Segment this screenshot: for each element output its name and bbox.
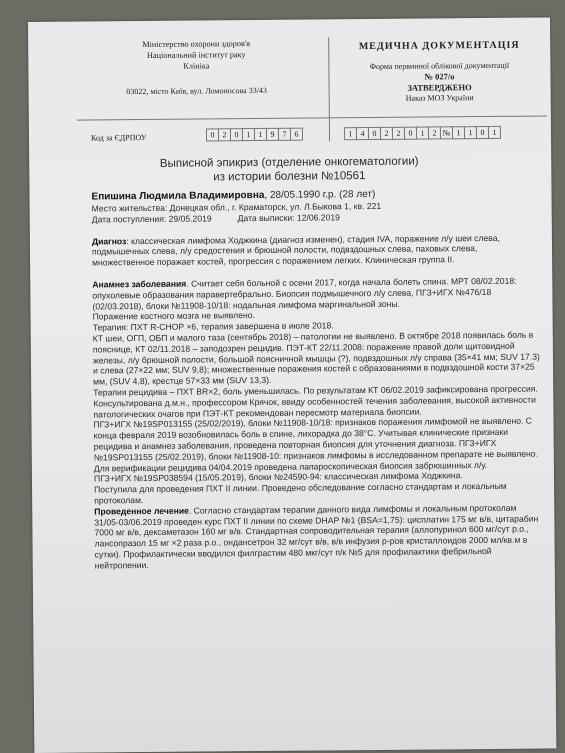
order-digit: 0 (404, 127, 417, 140)
code-digit: 1 (242, 128, 255, 141)
anamnesis-line: Терапия рецидива – ПХТ BR×2, боль уменьшилась. По результатам КТ 06/02.2019 зафиксирована прогрессия. (93, 383, 538, 398)
code-digit: 2 (218, 128, 231, 141)
anamnesis-line: ПГЗ+ИГХ №19SP038594 (15/05.2019), блоки №24590-94: классическая лимфома Ходжкина. (93, 470, 463, 484)
document-title (89, 154, 489, 185)
anamnesis-line: Поступила для проведения ПХТ II линии. Проведено обследование согласно стандартам и локальным протоколам. (94, 480, 507, 506)
clinic-name: Клініка (183, 61, 210, 71)
institute-name: Національний інститут раку (146, 50, 246, 60)
order-digit: 1 (416, 127, 429, 140)
order-digit: 2 (380, 127, 393, 140)
code-digit: 7 (278, 128, 291, 141)
document-sheet (28, 17, 556, 753)
anamnesis-paragraph (92, 276, 540, 312)
anamnesis-line: Поражение костного мозга не выявлено. (92, 310, 255, 322)
order-digit: 2 (392, 127, 405, 140)
code-digit: 1 (254, 128, 267, 141)
admission-date: Дата поступления: 29/05.2019 (91, 213, 212, 225)
approved-label: ЗАТВЕРДЖЕНО (407, 82, 472, 93)
code-digit: 9 (266, 128, 279, 141)
code-digit: 0 (230, 128, 243, 141)
order-digit: 1 (452, 126, 465, 139)
order-digit: 2 (428, 126, 441, 139)
treatment-text: . Согласно стандартам терапии данного вида лимфомы и локальным протоколам 31/05-03/06.2019 проведен курс ПХТ II линии по схеме DHAP №1 (BSA=1,75): цисплатин 175 мг в/в, цитарабин 7000 мг в/в, дексаметазон 160 мг в/в. Стандартная сопроводительная терапия (аллопуринол 600 мг/сут р.о., лансопразол 15 мг ×2 раза р.о., ондансетрон 32 мг/сут в/в, в/в инфузия р-ров кристаллоидов 2000 мл/кв.м в сутки). Профилактически вводился филграстим 480 мкг/сут п/к №5 для профилактики фебрильной нейтропении. (94, 502, 539, 571)
edrpou-code-label: Код за ЄДРПОУ (90, 132, 147, 143)
edrpou-code-boxes (207, 128, 303, 142)
form-number: № 027/о (424, 71, 455, 82)
document-body (91, 188, 542, 571)
form-header (334, 39, 545, 104)
anamnesis-line: Терапия: ПХТ R-CHOP ×6, терапия завершена в июле 2018. (92, 320, 334, 333)
order-digit: № (440, 126, 453, 139)
patient-residence: Место жительства: Донецкая обл., г. Краматорск, ул. Л.Быкова 1, кв. 221 (91, 200, 382, 214)
order-label: Наказ МОЗ України (405, 93, 474, 103)
code-digit: 6 (290, 128, 303, 141)
code-digit: 0 (206, 128, 219, 141)
treatment-paragraph (94, 502, 543, 571)
order-digit: 0 (476, 126, 489, 139)
order-digit: 1 (488, 126, 501, 139)
institution-header (86, 38, 306, 98)
document-title-line2: из истории болезни №10561 (213, 170, 366, 184)
header-divider-horizontal (77, 115, 547, 120)
diagnosis-text: : классическая лимфома Ходжкина (диагноз изменен), стадия IVA, поражение л/у шеи слева, подмышечных слева, л/у средостения и брюшной полости, подвздошных слева, паховых слева, множественное поражает костей, прогрессия с поражением легких. Клиническая группа II. (91, 232, 500, 268)
order-digit: 1 (464, 126, 477, 139)
discharge-date: Дата выписки: 12/06.2019 (237, 212, 340, 223)
anamnesis-line: ПГЗ+ИГХ №19SP013155 (25/02/2019), блоки №11908-10/18: признаков поражения лимфомой не выявлено. С конца февраля 2019 возобновилась боль в спине, лихорадка до 38°С. Учитывая клинические признаки рецидива и анамнез заболевания, проведена повторная биопсия для уточнения диагноза. ПГЗ+ИГХ №19SP013155 (25/02.2019), блоки №11908-10: признаков лимфомы в исследованном препарате не выявлено. (93, 415, 538, 463)
treatment-label: Проведенное лечение (94, 505, 189, 517)
anamnesis-line: Для верификации рецидива 04/04.2019 проведена лапароскопическая биопсия забрюшинных л/у. (93, 459, 488, 473)
anamnesis-line: КТ шеи, ОГП, ОБП и малого таза (сентябрь 2018) – патологии не выявлено. В октябре 2018 появилась боль в пояснице, КТ 02/11.2018 – заподозрен рецидив. ПЭТ-КТ 22/11.2008: поражение правой доли щитовидной железы, л/у брюшной полости, большой поясничной мышцы (?), подвздошных л/у справа (35×41 мм; SUV 17.3) и слева (27×22 мм; SUV 9,8); множественные поражения костей с образованиями в подвздошной кости 37×25 мм, (SUV 4,8), крестце 57×33 мм (SUV 13,3). (92, 329, 540, 387)
header-divider-vertical (328, 37, 330, 141)
diagnosis-paragraph (92, 232, 540, 268)
institution-address: 03022, місто Київ, вул. Ломоносова 33/43 (126, 85, 267, 97)
anamnesis-label: Анамнез заболевания (92, 278, 187, 290)
medical-documentation-title: МЕДИЧНА ДОКУМЕНТАЦІЯ (358, 39, 520, 53)
order-number-boxes (345, 126, 501, 140)
form-description: Форма первинної облікової документації (369, 60, 510, 72)
ministry-name: Міністерство охорони здоров'я (142, 39, 251, 50)
patient-dob: , 28/05.1990 г.р. (28 лет) (264, 188, 376, 201)
order-digit: 4 (356, 127, 369, 140)
order-digit: 1 (344, 127, 357, 140)
patient-name: Епишина Людмила Владимировна (91, 189, 265, 203)
diagnosis-label: Диагноз (91, 235, 127, 247)
order-digit: 0 (368, 127, 381, 140)
anamnesis-text: . Считает себя больной с осени 2017, когда начала болеть спина. МРТ 08/02.2018: опухолевые образования паравертебрально. Биопсия подмышечного л/у слева, ПГЗ+ИГХ №476/18 (02/03.2018), блоки №11908-10/18: нодальная лимфома маргинальной зоны. (92, 275, 517, 312)
document-title-line1: Выписной эпикриз (отделение онкогематологии) (159, 155, 419, 170)
anamnesis-line: Консультирована д.м.н., профессором Крячок, ввиду особенностей течения заболевания, высокой активности патологических очагов при ПЭТ-КТ рекомендован пересмотр материала биопсии. (93, 394, 536, 419)
